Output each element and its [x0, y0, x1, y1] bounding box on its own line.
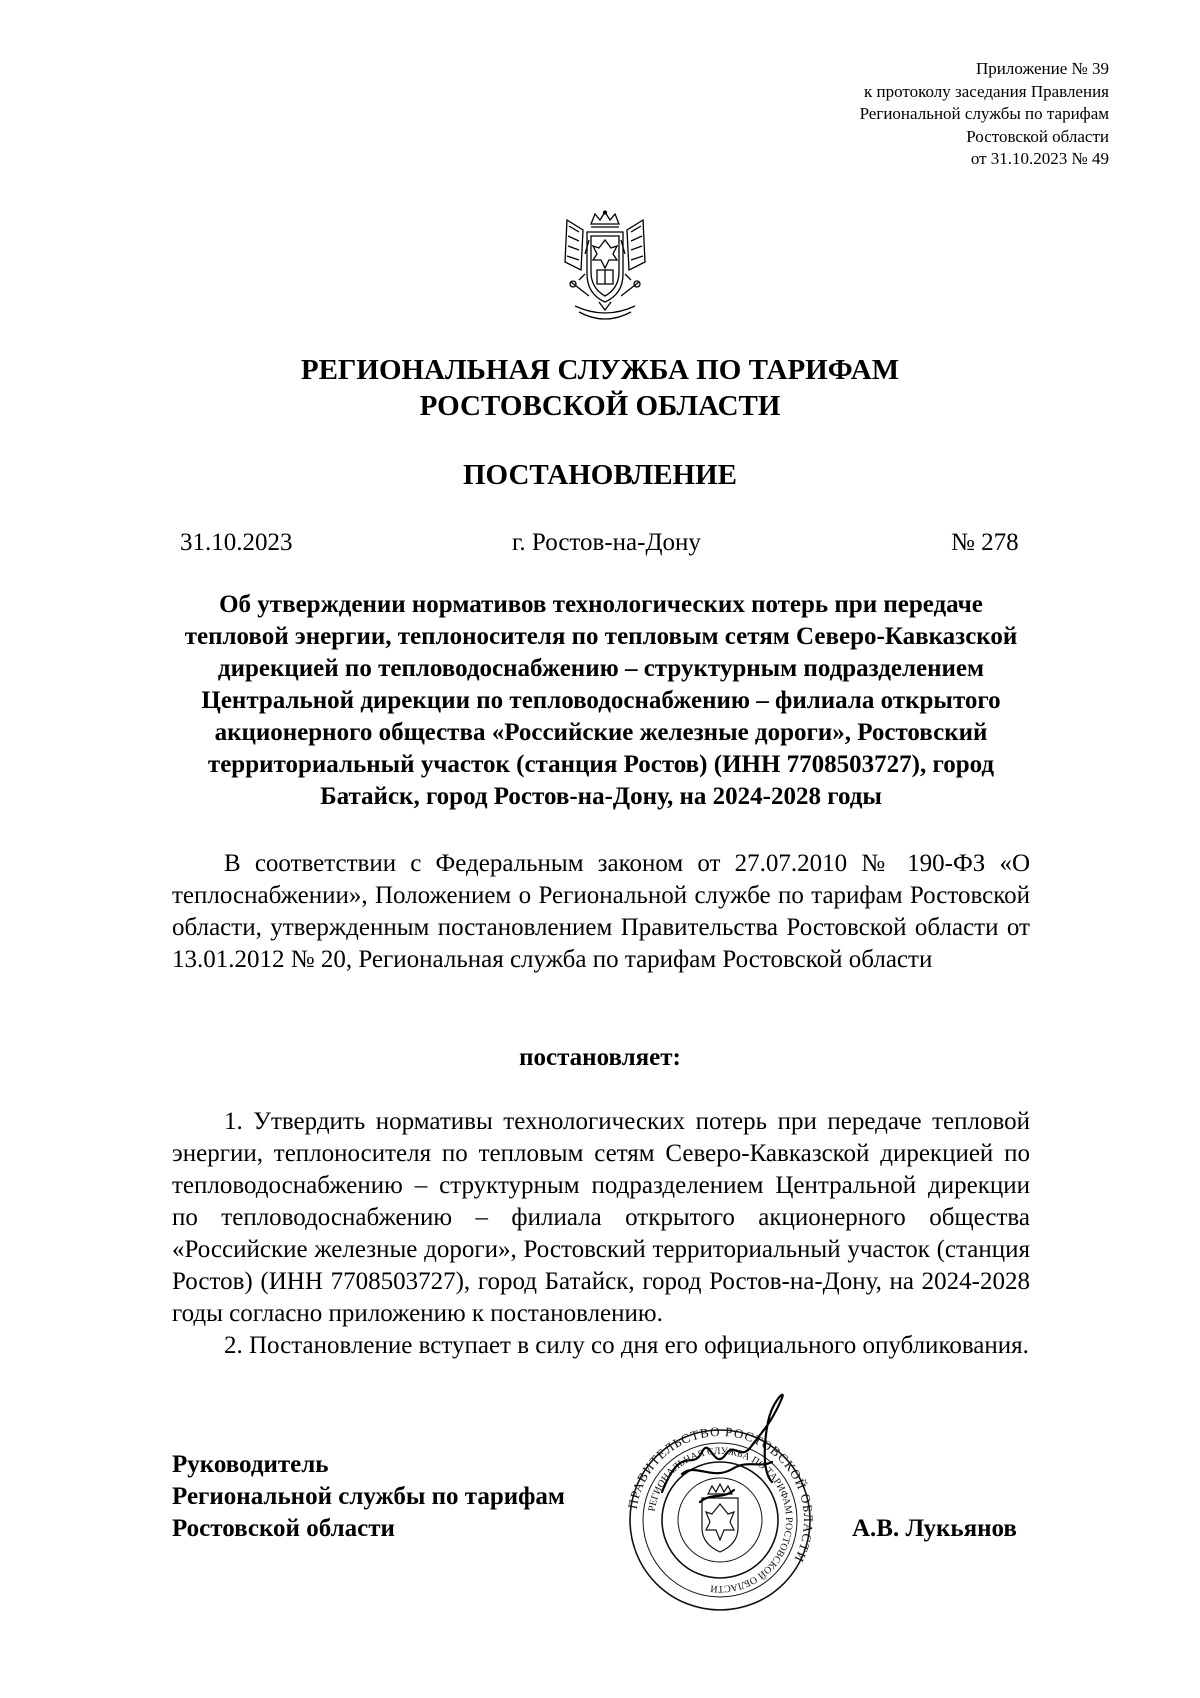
appendix-line: от 31.10.2023 № 49 [970, 149, 1109, 168]
decree-point-1: 1. Утвердить нормативы технологических потерь при передаче тепловой энергии, теплоносителя по тепловым сетям Северо-Кавказской дирекцией по тепловодоснабжению – структурным подразделением Центральной дирекции по тепловодоснабжению – филиала открытого акционерного общества «Российские железные дороги», Ростовский территориальный участок (станция Ростов) (ИНН 7708503727), город Батайск, город Ростов-на-Дону, на 2024-2028 годы согласно приложению к постановлению. [172, 1108, 1030, 1327]
document-type-title: ПОСТАНОВЛЕНИЕ [462, 459, 737, 491]
subject-line: акционерного общества «Российские железные дороги», Ростовский [214, 719, 988, 746]
subject-line: дирекцией по тепловодоснабжению – структурным подразделением [217, 655, 985, 682]
subject-line: тепловой энергии, теплоносителя по тепловым сетям Северо-Кавказской [184, 623, 1018, 650]
seal-outer-text: ПРАВИТЕЛЬСТВО РОСТОВСКОЙ ОБЛАСТИ [624, 1423, 817, 1566]
svg-text:РЕГИОНАЛЬНАЯ СЛУЖБА ПО ТАРИФАМ [647, 1446, 794, 1594]
subject-line: Батайск, город Ростов-на-Дону, на 2024-2028 годы [320, 783, 882, 810]
signer-position-line: Руководитель [172, 1451, 329, 1478]
subject-line: Об утверждении нормативов технологических потерь при передаче [219, 591, 983, 618]
document-subject [172, 589, 1030, 813]
appendix-line: Региональной службы по тарифам [859, 104, 1109, 123]
organization-title-line: РЕГИОНАЛЬНАЯ СЛУЖБА ПО ТАРИФАМ [300, 354, 900, 386]
subject-line: Центральной дирекции по тепловодоснабжению – филиала открытого [201, 687, 1001, 714]
appendix-line: Ростовской области [966, 126, 1109, 146]
organization-title-line: РОСТОВСКОЙ ОБЛАСТИ [419, 390, 781, 422]
official-seal-icon [622, 1382, 818, 1612]
appendix-line: к протоколу заседания Правления [864, 81, 1109, 101]
document-number: № 278 [951, 529, 1019, 556]
appendix-line: Приложение № 39 [976, 59, 1109, 78]
signer-position-line: Ростовской области [172, 1515, 395, 1542]
preamble-paragraph: В соответствии с Федеральным законом от 27.07.2010 № 190-ФЗ «О теплоснабжении», Положением о Региональной службе по тарифам Ростовской области, утвержденным постановлением Правительства Ростовской области от 13.01.2012 № 20, Региональная служба по тарифам Ростовской области [172, 850, 1030, 973]
signer-position-line: Региональной службы по тарифам [172, 1483, 565, 1510]
document-city: г. Ростов-на-Дону [512, 529, 701, 556]
signer-name: А.В. Лукьянов [852, 1515, 1017, 1542]
decree-word: постановляет: [519, 1044, 681, 1071]
document-date: 31.10.2023 [180, 529, 293, 556]
appendix-block [689, 58, 1109, 171]
signer-position [172, 1449, 632, 1545]
coat-of-arms-icon [559, 210, 651, 328]
seal-inner-text: РЕГИОНАЛЬНАЯ СЛУЖБА ПО ТАРИФАМ РОСТОВСКОЙ ОБЛАСТИ [646, 1445, 795, 1595]
subject-line: территориальный участок (станция Ростов) (ИНН 7708503727), город [207, 751, 995, 778]
organization-title [0, 352, 1200, 424]
decree-point-2: 2. Постановление вступает в силу со дня его официального опубликования. [224, 1332, 1029, 1359]
